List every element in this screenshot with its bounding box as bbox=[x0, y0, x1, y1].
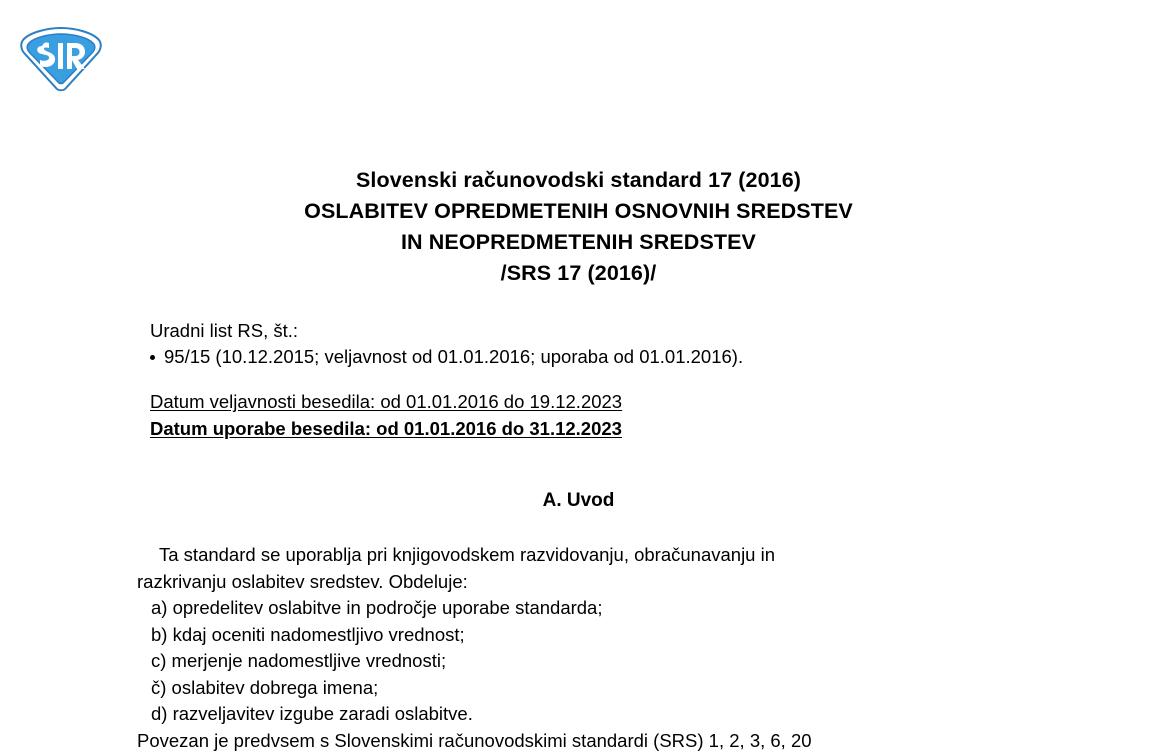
gazette-reference bbox=[150, 318, 1050, 370]
validity-date: Datum veljavnosti besedila: od 01.01.2016 do 19.12.2023 bbox=[150, 388, 622, 415]
page-title bbox=[0, 165, 1157, 289]
title-line-1: Slovenski računovodski standard 17 (2016) bbox=[0, 165, 1157, 196]
gazette-label: Uradni list RS, št.: bbox=[150, 318, 1050, 344]
list-item: a) opredelitev oslabitve in področje uporabe standarda; bbox=[137, 595, 1019, 622]
list-item: d) razveljavitev izgube zaradi oslabitve. bbox=[137, 701, 1019, 728]
tail-line: Povezan je predvsem s Slovenskimi računovodskimi standardi (SRS) 1, 2, 3, 6, 20 bbox=[137, 728, 1019, 754]
intro-paragraph-line-2: razkrivanju oslabitev sredstev. Obdeluje: bbox=[137, 569, 1019, 596]
sir-logo bbox=[18, 26, 104, 94]
validity-dates bbox=[150, 388, 1050, 442]
body-text bbox=[137, 542, 1019, 754]
gazette-entry: 95/15 (10.12.2015; veljavnost od 01.01.2016; uporaba od 01.01.2016). bbox=[164, 346, 743, 367]
intro-paragraph-line-1: Ta standard se uporablja pri knjigovodskem razvidovanju, obračunavanju in bbox=[137, 542, 1019, 569]
title-line-4: /SRS 17 (2016)/ bbox=[0, 258, 1157, 289]
gazette-entry-row bbox=[150, 344, 1050, 370]
application-row bbox=[150, 415, 1050, 442]
list-item: č) oslabitev dobrega imena; bbox=[137, 675, 1019, 702]
list-item: c) merjenje nadomestljive vrednosti; bbox=[137, 648, 1019, 675]
title-line-2: OSLABITEV OPREDMETENIH OSNOVNIH SREDSTEV bbox=[0, 196, 1157, 227]
title-line-3: IN NEOPREDMETENIH SREDSTEV bbox=[0, 227, 1157, 258]
bullet-icon bbox=[150, 355, 155, 360]
application-date: Datum uporabe besedila: od 01.01.2016 do 31.12.2023 bbox=[150, 415, 622, 442]
section-heading-a-uvod: A. Uvod bbox=[0, 490, 1157, 512]
validity-row bbox=[150, 388, 1050, 415]
list-item: b) kdaj oceniti nadomestljivo vrednost; bbox=[137, 622, 1019, 649]
